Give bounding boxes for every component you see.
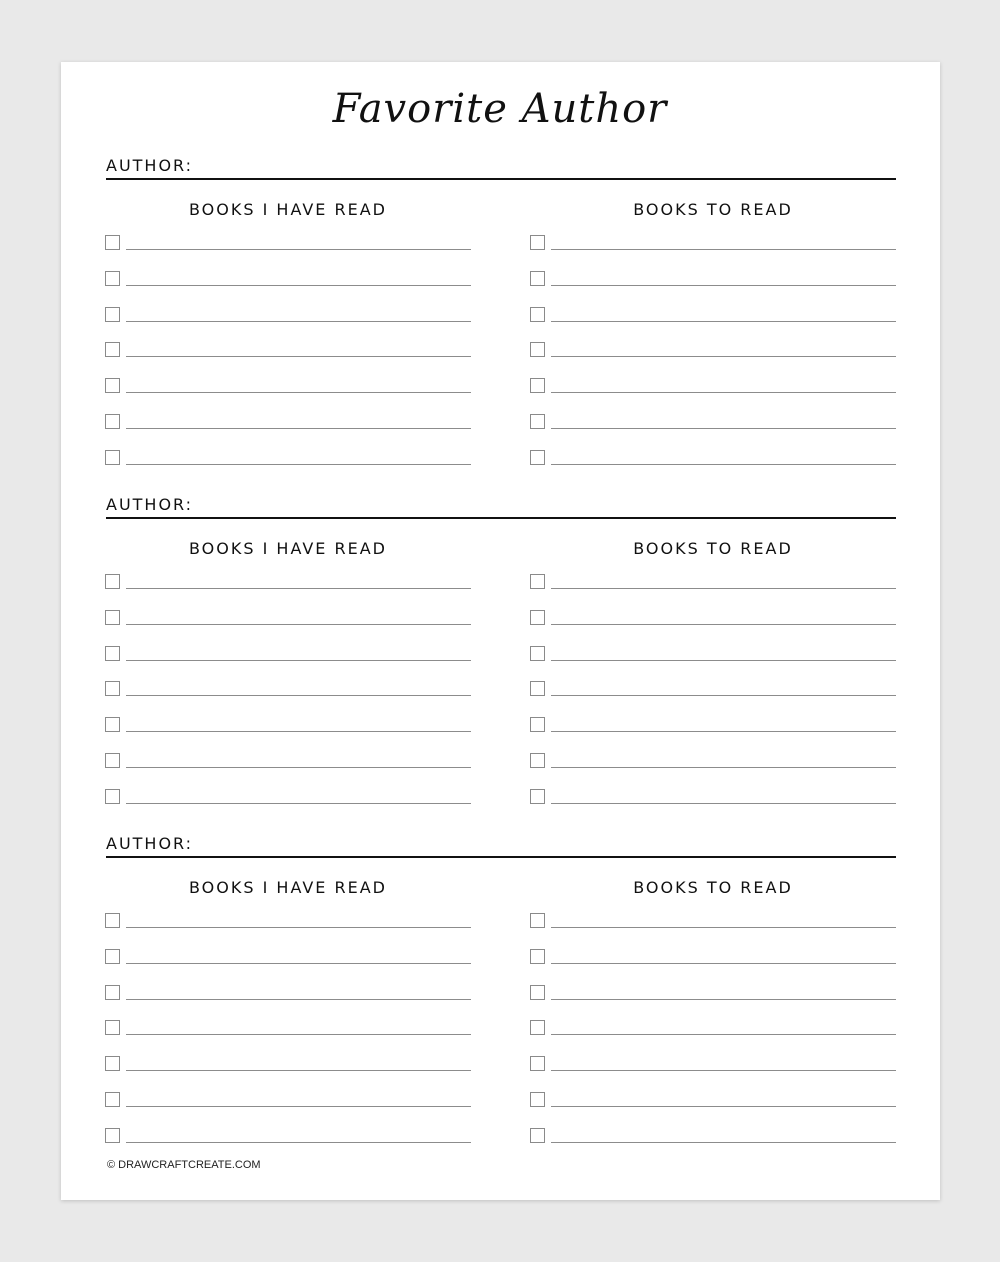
book-title-line[interactable] [551, 731, 896, 732]
books-read-heading: BOOKS I HAVE READ [188, 878, 387, 897]
book-entry-row [530, 1092, 896, 1128]
page-title-text: Favorite Author [332, 86, 668, 132]
book-entry-row [530, 949, 896, 985]
book-title-line[interactable] [126, 464, 471, 465]
author-underline [106, 517, 896, 519]
book-title-line[interactable] [551, 392, 896, 393]
book-title-line[interactable] [126, 927, 471, 928]
book-entry-row [105, 574, 471, 610]
book-title-line[interactable] [551, 803, 896, 804]
book-entry-row [530, 378, 896, 414]
author-underline [106, 856, 896, 858]
book-checkbox[interactable] [530, 1056, 545, 1071]
book-title-line[interactable] [551, 624, 896, 625]
book-checkbox[interactable] [530, 235, 545, 250]
book-title-line[interactable] [126, 392, 471, 393]
book-checkbox[interactable] [530, 1092, 545, 1107]
author-label: AUTHOR: [106, 495, 194, 514]
book-checkbox[interactable] [105, 681, 120, 696]
book-entry-row [105, 307, 471, 343]
book-checkbox[interactable] [105, 646, 120, 661]
book-checkbox[interactable] [105, 1128, 120, 1143]
book-title-line[interactable] [126, 695, 471, 696]
book-title-line[interactable] [551, 249, 896, 250]
book-entry-row [530, 235, 896, 271]
books-read-list [105, 913, 471, 1164]
book-title-line[interactable] [551, 285, 896, 286]
author-label: AUTHOR: [106, 834, 194, 853]
book-title-line[interactable] [551, 927, 896, 928]
book-checkbox[interactable] [105, 1020, 120, 1035]
copyright-footer: © DRAWCRAFTCREATE.COM [107, 1159, 261, 1171]
book-entry-row [530, 717, 896, 753]
author-underline [106, 178, 896, 180]
book-checkbox[interactable] [105, 985, 120, 1000]
book-title-line[interactable] [551, 428, 896, 429]
book-checkbox[interactable] [530, 450, 545, 465]
book-title-line[interactable] [551, 356, 896, 357]
book-entry-row [530, 271, 896, 307]
book-checkbox[interactable] [105, 949, 120, 964]
books-to-read-list [530, 913, 896, 1164]
book-title-line[interactable] [126, 660, 471, 661]
book-entry-row [530, 342, 896, 378]
book-checkbox[interactable] [105, 1056, 120, 1071]
books-read-list [105, 574, 471, 825]
book-checkbox[interactable] [105, 414, 120, 429]
book-entry-row [105, 949, 471, 985]
book-title-line[interactable] [126, 428, 471, 429]
book-checkbox[interactable] [530, 342, 545, 357]
book-entry-row [105, 1092, 471, 1128]
book-entry-row [530, 1020, 896, 1056]
book-checkbox[interactable] [105, 450, 120, 465]
book-title-line[interactable] [126, 1034, 471, 1035]
book-checkbox[interactable] [530, 789, 545, 804]
book-checkbox[interactable] [105, 1092, 120, 1107]
book-entry-row [530, 753, 896, 789]
book-title-line[interactable] [126, 1142, 471, 1143]
book-checkbox[interactable] [530, 574, 545, 589]
book-checkbox[interactable] [530, 717, 545, 732]
book-entry-row [105, 1056, 471, 1092]
book-checkbox[interactable] [530, 681, 545, 696]
book-entry-row [530, 1128, 896, 1164]
book-title-line[interactable] [551, 660, 896, 661]
book-checkbox[interactable] [105, 342, 120, 357]
book-entry-row [105, 271, 471, 307]
book-title-line[interactable] [551, 1142, 896, 1143]
book-entry-row [105, 789, 471, 825]
book-title-line[interactable] [551, 1034, 896, 1035]
books-to-read-heading: BOOKS TO READ [633, 200, 793, 219]
book-entry-row [105, 913, 471, 949]
books-to-read-list [530, 235, 896, 486]
books-to-read-heading: BOOKS TO READ [633, 878, 793, 897]
books-read-list [105, 235, 471, 486]
book-entry-row [530, 985, 896, 1021]
book-checkbox[interactable] [530, 271, 545, 286]
book-title-line[interactable] [551, 321, 896, 322]
book-title-line[interactable] [126, 1106, 471, 1107]
book-entry-row [530, 414, 896, 450]
book-title-line[interactable] [126, 963, 471, 964]
book-title-line[interactable] [551, 588, 896, 589]
book-checkbox[interactable] [105, 913, 120, 928]
book-checkbox[interactable] [105, 235, 120, 250]
book-entry-row [105, 235, 471, 271]
book-entry-row [530, 574, 896, 610]
book-entry-row [105, 717, 471, 753]
book-title-line[interactable] [551, 767, 896, 768]
book-title-line[interactable] [126, 249, 471, 250]
book-checkbox[interactable] [105, 610, 120, 625]
book-entry-row [530, 450, 896, 486]
book-checkbox[interactable] [530, 753, 545, 768]
book-checkbox[interactable] [105, 574, 120, 589]
book-entry-row [530, 1056, 896, 1092]
book-checkbox[interactable] [105, 753, 120, 768]
book-entry-row [105, 378, 471, 414]
book-title-line[interactable] [126, 321, 471, 322]
book-checkbox[interactable] [105, 378, 120, 393]
book-entry-row [530, 681, 896, 717]
book-checkbox[interactable] [530, 949, 545, 964]
book-entry-row [105, 342, 471, 378]
book-entry-row [105, 610, 471, 646]
book-checkbox[interactable] [530, 307, 545, 322]
book-entry-row [530, 789, 896, 825]
book-entry-row [105, 681, 471, 717]
book-entry-row [105, 646, 471, 682]
book-title-line[interactable] [551, 999, 896, 1000]
book-checkbox[interactable] [530, 1128, 545, 1143]
author-label: AUTHOR: [106, 156, 194, 175]
book-entry-row [105, 753, 471, 789]
book-checkbox[interactable] [530, 985, 545, 1000]
book-title-line[interactable] [126, 767, 471, 768]
books-read-heading: BOOKS I HAVE READ [188, 539, 387, 558]
author-section-2 [0, 495, 1000, 825]
book-checkbox[interactable] [530, 378, 545, 393]
book-title-line[interactable] [126, 803, 471, 804]
book-checkbox[interactable] [105, 789, 120, 804]
book-entry-row [530, 913, 896, 949]
book-title-line[interactable] [551, 464, 896, 465]
book-checkbox[interactable] [530, 913, 545, 928]
book-entry-row [105, 1020, 471, 1056]
book-title-line[interactable] [551, 1070, 896, 1071]
book-entry-row [530, 610, 896, 646]
books-to-read-heading: BOOKS TO READ [633, 539, 793, 558]
book-title-line[interactable] [126, 356, 471, 357]
author-section-1 [0, 156, 1000, 486]
book-title-line[interactable] [126, 588, 471, 589]
page-title [0, 84, 1000, 134]
book-entry-row [105, 414, 471, 450]
book-title-line[interactable] [126, 285, 471, 286]
books-to-read-list [530, 574, 896, 825]
book-entry-row [105, 985, 471, 1021]
book-title-line[interactable] [126, 999, 471, 1000]
book-title-line[interactable] [551, 1106, 896, 1107]
book-entry-row [530, 646, 896, 682]
book-checkbox[interactable] [105, 307, 120, 322]
book-checkbox[interactable] [530, 1020, 545, 1035]
book-checkbox[interactable] [530, 646, 545, 661]
author-section-3 [0, 834, 1000, 1164]
book-title-line[interactable] [126, 1070, 471, 1071]
book-checkbox[interactable] [530, 610, 545, 625]
books-read-heading: BOOKS I HAVE READ [188, 200, 387, 219]
book-checkbox[interactable] [105, 271, 120, 286]
book-title-line[interactable] [126, 731, 471, 732]
book-entry-row [530, 307, 896, 343]
book-checkbox[interactable] [105, 717, 120, 732]
book-checkbox[interactable] [530, 414, 545, 429]
book-title-line[interactable] [126, 624, 471, 625]
book-title-line[interactable] [551, 963, 896, 964]
book-entry-row [105, 450, 471, 486]
book-title-line[interactable] [551, 695, 896, 696]
